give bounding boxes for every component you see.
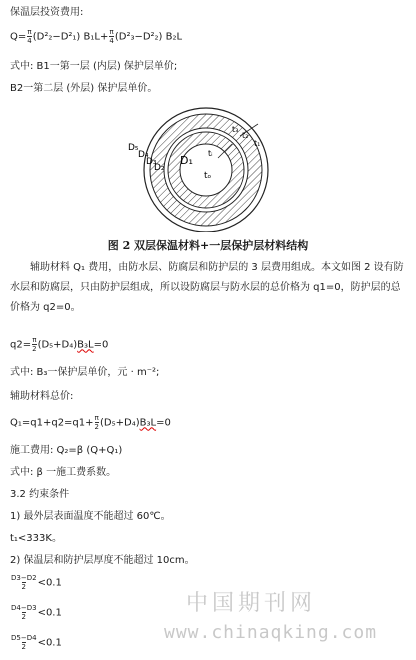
section-heading-constraints: 3.2 约束条件 (10, 489, 70, 500)
label-d4: D₄ (138, 150, 149, 160)
watermark-url: www.chinaqking.com (164, 622, 378, 643)
label-t1: t₁ (254, 139, 261, 148)
text-beta-definition: 式中: β 一施工费系数。 (10, 467, 117, 478)
label-t2: t₂ (242, 131, 249, 140)
text-b2-definition: B2一第二层 (外层) 保护层单价。 (10, 83, 158, 94)
fraction-pi-4: $\frac{\pi}{4}$ (27, 28, 32, 45)
watermark-logo-text: 中国期刊网 (186, 591, 317, 616)
text-construction-cost: 施工费用: Q₂=β (Q+Q₁) (10, 445, 123, 456)
label-d1: D₁ (180, 154, 193, 167)
formula-q2: q2= $\frac{\pi}{2}$ (D₅+D₄)B₃L=0 (10, 336, 109, 353)
text-aux-total: 辅助材料总价: (10, 391, 74, 402)
label-d2: D₂ (154, 163, 165, 173)
constraint-fraction-1: $\frac{D3-D2}{2}$ <0.1 (11, 574, 62, 591)
constraint-1: 1) 最外层表面温度不能超过 60℃。 (10, 511, 171, 522)
formula-investment: Q= $\frac{\pi}{4}$ (D²₂−D²₁) B₁L+ $\frac{\pi}{4}$ (D²₃−D²₂) B₂L (10, 28, 183, 45)
text-b3-definition: 式中: B₃一保护层单价，元 · m⁻²; (10, 367, 160, 378)
label-d5: D₅ (128, 143, 139, 153)
formula-q1: Q₁=q1+q2=q1+ $\frac{\pi}{2}$ (D₅+D₄)B₃L=0 (10, 414, 171, 431)
label-t3: t₃ (232, 125, 239, 134)
label-ti: tᵢ (208, 149, 213, 158)
constraint-fraction-2: $\frac{D4-D3}{2}$ <0.1 (11, 604, 62, 621)
constraint-1-formula: t₁<333K。 (10, 533, 62, 544)
text-b1-definition: 式中: B1一第一层 (内层) 保护层单价; (10, 61, 178, 72)
heading-investment-cost: 保温层投资费用: (10, 7, 84, 18)
label-d3: D₃ (146, 157, 157, 167)
label-t0: tₒ (204, 171, 212, 181)
constraint-fraction-3: $\frac{D5-D4}{2}$ <0.1 (11, 634, 62, 651)
figure-caption: 图 2 双层保温材料+一层保护层材料结构 (107, 239, 309, 252)
insulation-cross-section-figure (108, 106, 304, 232)
constraint-2: 2) 保温层和防护层厚度不能超过 10cm。 (10, 555, 195, 566)
paragraph-auxiliary-material: 辅助材料 Q₁ 费用，由防水层、防腐层和防护层的 3 层费用组成。本文如图 2 设有防水层和防腐层，只由防护层组成，所以设防腐层与防水层的总价格为 q1=0，防护层的总价格为 q2=0。 (10, 262, 404, 313)
